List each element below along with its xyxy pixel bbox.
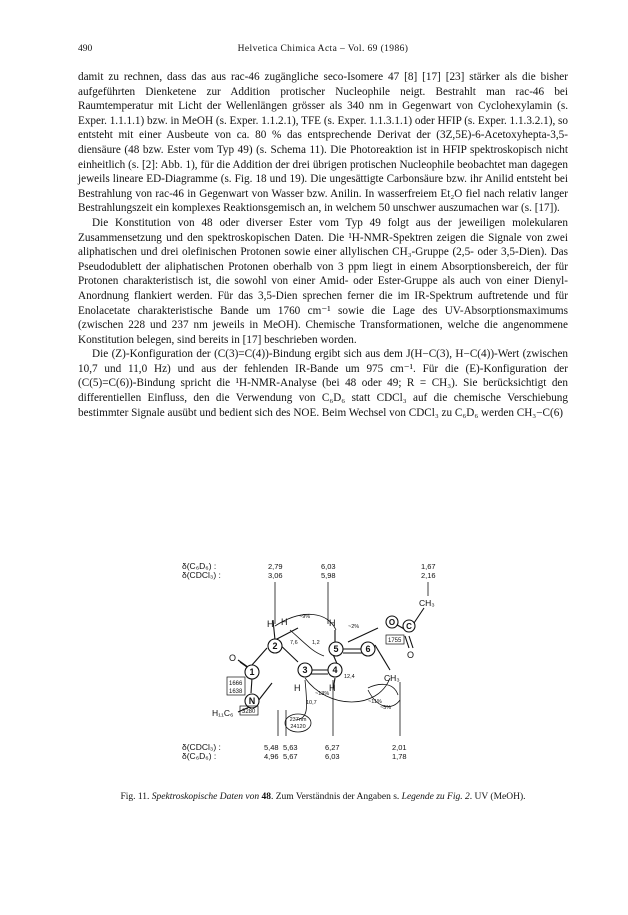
shift-c2-c6d6: 2,79: [268, 562, 283, 571]
atom-h-c4: H: [329, 683, 336, 693]
atom-o-ester: O: [388, 618, 396, 627]
shift-h3-cdcl3: 5,48: [264, 743, 279, 752]
caption-note: . Zum Verständnis der Angaben s.: [270, 792, 400, 802]
atom-c3: 3: [302, 665, 308, 675]
atom-c6: 6: [365, 644, 371, 654]
shift-h3-c6d6: 4,96: [264, 752, 279, 761]
atom-h-b: H: [281, 617, 288, 627]
atom-c1: 1: [249, 667, 255, 677]
running-title: Helvetica Chimica Acta – Vol. 69 (1986): [237, 44, 409, 54]
atom-o-amide: O: [229, 653, 237, 663]
figure-caption: [78, 792, 568, 802]
atom-o-carbonyl: O: [407, 650, 415, 660]
uv-maximum: [285, 714, 311, 732]
label-cdcl3-top: δ(CDCl₃) :: [182, 570, 221, 580]
paragraph-1: damit zu rechnen, dass das aus rac-46 zugängliche seco-Isomere 47 [8] [17] [23] stärker als die bisher aufgeführten Dienketene zur Addition protischer Nucleophile neigt. Bestrahlt man rac-46 bei Raumtemperatur mit Licht der Wellenlängen grösser als 340 nm in Gegenwart von Cyclohexylamin (s. Exper. 1.1.1.1) bzw. in MeOH (s. Exper. 1.1.2.1), TFE (s. Exper. 1.1.3.1.1) oder HFIP (s. Exper. 1.1.3.2.1), so entsteht mit einer Ausbeute von ca. 80 % das entsprechende Derivat der (3Z,5E)-6-Acetoxyhepta-3,5-diensäure (48 bzw. Ester vom Typ 49) (s. Schema 11). Die Photoreaktion ist in HFIP spektroskopisch nicht einheitlich (s. [2]: Abb. 1), für die Addition der drei übrigen protischen Nucleophile beobachtet man dagegen jeweils lineare ED-Diagramme (s. Fig. 18 und 19). Die ungesättigte Carbonsäure bzw. ihr Anilid entsteht bei Bestrahlung von rac-46 in Gegenwart von Wasser bzw. Anilin. In wasserfreiem Et₂O fiel nach relativ langer Bestrahlungszeit ein komplexes Reaktionsgemisch an, in welchem 50 unschwer auszumachen war (s. [17]).: [78, 71, 568, 215]
noe-5: ~5%: [380, 705, 392, 711]
atom-ch3-acetyl: CH₃: [419, 598, 435, 608]
label-cdcl3-bottom: δ(CDCl₃) :: [182, 742, 221, 752]
atom-n: N: [248, 696, 256, 706]
shift-ch3-bottom-c6d6: 1,78: [392, 752, 407, 761]
paragraph-3: Die (Z)-Konfiguration der (C(3)=C(4))-Bindung ergibt sich aus dem J(H−C(3), H−C(4))-Wert (zwischen 10,7 und 11,0 Hz) und aus der fehlenden IR-Bande um 975 cm⁻¹. Für die (E)-Konfiguration der (C(5)=C(6))-Bindung spricht die ¹H-NMR-Analyse (bei 48 oder 49; R = CH₃). Sie berücksichtigt den differentiellen Einfluss, den die Verwendung von C₆D₆ statt CDCl₃ auf die chemische Verschiebung bestimmter Signale ausübt und bedient sich des NOE. Beim Wechsel von CDCl₃ zu C₆D₆ werden CH₃−C(6): [78, 348, 568, 419]
atom-c2: 2: [272, 641, 278, 651]
structure-diagram: [178, 560, 458, 775]
label-c6d6-bottom: δ(C₆D₆) :: [182, 751, 217, 761]
ir-1638: 1638: [229, 689, 243, 695]
j-1-2: 1,2: [312, 640, 320, 646]
page-header: [78, 44, 568, 58]
shift-ch3-cdcl3: 2,16: [421, 571, 436, 580]
paragraph-2: Die Konstitution von 48 oder diverser Ester vom Typ 49 folgt aus der jeweiligen molekularen Zusammensetzung und den spektroskopischen Daten. Die ¹H-NMR-Spektren zeigen die Signale von zwei aliphatischen und drei olefinischen Protonen sowie einer allylischen CH₃-Gruppe (2,5- oder 3,5-Dien). Das Pseudodublett der aliphatischen Protonen oberhalb von 3 ppm liegt in einem Absorptionsbereich, der für Protonen charakteristisch ist, die sowohl von einer Amid- oder Ester-Gruppe als auch von einer Dienyl-Anordnung flankiert werden. Für das 3,5-Dien sprechen ferner die im IR-Spektrum auftretende und für Enolacetate charakteristische Bande um 1760 cm⁻¹ sowie die Lage des UV-Absorptionsmaximums (zwischen 228 und 237 nm jeweils in MeOH). Chemische Transformationen, welche die angenommene Konstitution belegen, sind bereits in [17] beschrieben worden.: [78, 216, 568, 346]
caption-label: Fig. 11.: [120, 792, 150, 802]
noe-11: ~11%: [368, 699, 382, 705]
page-number: 490: [78, 44, 93, 54]
shift-c5-c6d6: 6,03: [321, 562, 336, 571]
uv-wavelength: 237nm: [289, 717, 307, 723]
shift-ch3-bottom-cdcl3: 2,01: [392, 743, 407, 752]
shift-c2-cdcl3: 3,06: [268, 571, 283, 580]
shift-h5-c6d6: 6,03: [325, 752, 340, 761]
atom-circles: [245, 616, 415, 708]
j-10-7: 10,7: [306, 700, 317, 706]
atom-h-a: H: [267, 619, 274, 629]
noe-13: ~13%: [315, 691, 330, 697]
atom-c-acetyl: C: [406, 622, 412, 631]
j-12-4: 12,4: [344, 674, 355, 680]
noe-9: ~9%: [299, 614, 311, 620]
caption-suffix: . UV (MeOH).: [469, 792, 526, 802]
shift-h4-c6d6: 5,67: [283, 752, 298, 761]
uv-epsilon: 24120: [290, 724, 306, 730]
label-c6d6-top: δ(C₆D₆) :: [182, 561, 217, 571]
ir-3280: 3280: [242, 709, 256, 715]
shift-h5-cdcl3: 6,27: [325, 743, 340, 752]
atom-ch3-c6: CH₃: [384, 673, 400, 683]
atom-c5: 5: [333, 644, 339, 654]
j-7-6: 7,6: [290, 640, 298, 646]
atom-cyclohexyl: H₁₁C₆: [212, 708, 234, 718]
shift-ch3-c6d6: 1,67: [421, 562, 436, 571]
noe-2: ~2%: [348, 624, 360, 630]
atom-h-c5: H: [329, 618, 336, 628]
caption-compound: 48: [261, 792, 271, 802]
shift-h4-cdcl3: 5,63: [283, 743, 298, 752]
shift-c5-cdcl3: 5,98: [321, 571, 336, 580]
shift-guide-lines: [275, 582, 428, 736]
caption-ref: Legende zu Fig. 2: [401, 792, 470, 802]
ir-1755: 1755: [388, 638, 402, 644]
atom-c4: 4: [332, 665, 338, 675]
caption-title: Spektroskopische Daten von: [151, 792, 260, 802]
ir-1666: 1666: [229, 681, 243, 687]
figure-11-structure: [178, 560, 458, 775]
body-text: [78, 70, 568, 420]
atom-h-c3: H: [294, 683, 301, 693]
